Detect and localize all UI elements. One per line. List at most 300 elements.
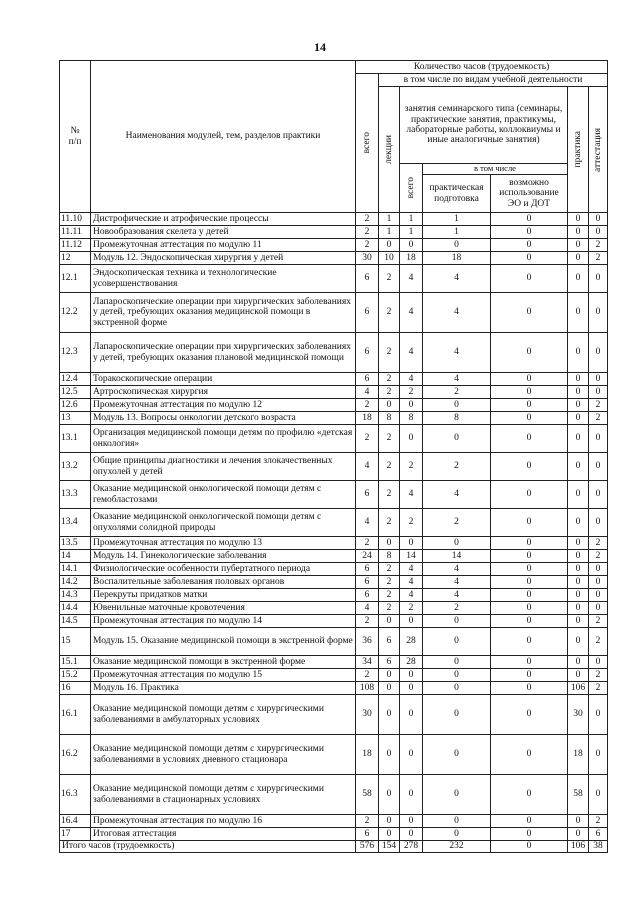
row-value: 6	[356, 563, 379, 576]
row-value: 1	[400, 213, 423, 226]
row-value: 2	[423, 386, 491, 399]
row-value: 0	[589, 213, 608, 226]
table-row	[60, 293, 608, 333]
row-value: 6	[356, 293, 379, 333]
total-value: 106	[568, 841, 589, 853]
row-value: 2	[589, 628, 608, 656]
row-value: 0	[423, 815, 491, 828]
row-value: 4	[400, 481, 423, 509]
row-value: 2	[589, 615, 608, 628]
row-value: 6	[356, 373, 379, 386]
table-row	[60, 373, 608, 386]
row-value: 0	[423, 656, 491, 669]
row-value: 0	[589, 695, 608, 735]
row-value: 0	[568, 669, 589, 682]
row-name: Оказание медицинской помощи детям с хирургическими заболеваниями в условиях дневного стационара	[91, 735, 356, 775]
row-value: 0	[491, 602, 568, 615]
row-name: Оказание медицинской помощи в экстренной форме	[91, 656, 356, 669]
row-value: 0	[568, 563, 589, 576]
row-value: 0	[491, 425, 568, 453]
row-value: 0	[568, 815, 589, 828]
row-number: 14.3	[60, 589, 91, 602]
header-seminar-total: всего	[400, 164, 423, 213]
row-value: 0	[491, 399, 568, 412]
row-name: Эндоскопическая техника и технологические усовершенствования	[91, 265, 356, 293]
row-value: 0	[491, 537, 568, 550]
table-row	[60, 576, 608, 589]
row-value: 2	[356, 399, 379, 412]
row-value: 4	[400, 563, 423, 576]
row-value: 0	[589, 656, 608, 669]
row-value: 2	[423, 453, 491, 481]
row-value: 0	[491, 682, 568, 695]
row-value: 0	[589, 563, 608, 576]
row-value: 0	[379, 615, 400, 628]
row-value: 0	[491, 576, 568, 589]
table-row	[60, 213, 608, 226]
row-value: 0	[491, 815, 568, 828]
row-value: 106	[568, 682, 589, 695]
header-name: Наименования модулей, тем, разделов практики	[91, 61, 356, 213]
row-number: 13	[60, 412, 91, 425]
row-value: 2	[379, 576, 400, 589]
row-value: 0	[423, 615, 491, 628]
total-value: 576	[356, 841, 379, 853]
table-row	[60, 239, 608, 252]
row-value: 0	[589, 373, 608, 386]
row-value: 0	[589, 453, 608, 481]
table-row	[60, 550, 608, 563]
row-value: 0	[568, 265, 589, 293]
total-row	[60, 841, 608, 853]
row-name: Модуль 16. Практика	[91, 682, 356, 695]
row-value: 0	[423, 628, 491, 656]
row-number: 13.1	[60, 425, 91, 453]
row-number: 14.5	[60, 615, 91, 628]
row-value: 28	[400, 656, 423, 669]
row-value: 2	[589, 682, 608, 695]
row-value: 0	[400, 695, 423, 735]
header-lectures: лекции	[379, 87, 400, 213]
row-value: 2	[379, 453, 400, 481]
header-hours: Количество часов (трудоемкость)	[356, 61, 608, 74]
row-value: 0	[568, 399, 589, 412]
row-value: 1	[423, 213, 491, 226]
row-value: 0	[589, 265, 608, 293]
row-name: Артроскопическая хирургия	[91, 386, 356, 399]
header-total: всего	[356, 74, 379, 213]
row-value: 2	[356, 226, 379, 239]
row-value: 0	[491, 386, 568, 399]
row-number: 12.5	[60, 386, 91, 399]
row-number: 16	[60, 682, 91, 695]
table-row	[60, 412, 608, 425]
row-value: 4	[400, 589, 423, 602]
row-value: 4	[423, 481, 491, 509]
row-value: 0	[379, 682, 400, 695]
row-value: 4	[423, 265, 491, 293]
row-value: 28	[400, 628, 423, 656]
row-number: 16.3	[60, 775, 91, 815]
row-value: 0	[423, 695, 491, 735]
row-value: 0	[400, 815, 423, 828]
row-value: 6	[379, 628, 400, 656]
row-value: 0	[589, 602, 608, 615]
total-label: Итого часов (трудоемкость)	[60, 841, 356, 853]
row-value: 0	[568, 226, 589, 239]
row-value: 0	[589, 576, 608, 589]
table-row	[60, 265, 608, 293]
row-value: 0	[491, 252, 568, 265]
row-value: 0	[423, 828, 491, 841]
row-value: 8	[400, 412, 423, 425]
row-value: 0	[568, 412, 589, 425]
table-row	[60, 628, 608, 656]
row-value: 58	[356, 775, 379, 815]
row-value: 1	[423, 226, 491, 239]
row-value: 0	[400, 828, 423, 841]
row-value: 6	[356, 333, 379, 373]
row-value: 2	[423, 509, 491, 537]
row-value: 0	[491, 828, 568, 841]
row-value: 0	[568, 537, 589, 550]
row-number: 16.2	[60, 735, 91, 775]
row-value: 2	[589, 252, 608, 265]
row-value: 0	[491, 226, 568, 239]
row-name: Дистрофические и атрофические процессы	[91, 213, 356, 226]
row-value: 1	[379, 213, 400, 226]
row-number: 14.1	[60, 563, 91, 576]
row-value: 0	[491, 656, 568, 669]
row-value: 0	[568, 373, 589, 386]
row-name: Торакоскопические операции	[91, 373, 356, 386]
row-name: Общие принципы диагностики и лечения злокачественных опухолей у детей	[91, 453, 356, 481]
row-number: 12.3	[60, 333, 91, 373]
row-value: 2	[400, 453, 423, 481]
header-num: № п/п	[60, 61, 91, 213]
row-value: 4	[400, 293, 423, 333]
table-row	[60, 775, 608, 815]
row-value: 0	[589, 293, 608, 333]
table-row	[60, 226, 608, 239]
row-value: 0	[568, 239, 589, 252]
row-number: 12.4	[60, 373, 91, 386]
row-name: Модуль 12. Эндоскопическая хирургия у детей	[91, 252, 356, 265]
row-value: 2	[379, 265, 400, 293]
table-row	[60, 815, 608, 828]
row-number: 16.4	[60, 815, 91, 828]
row-value: 0	[400, 425, 423, 453]
row-name: Модуль 15. Оказание медицинской помощи в экстренной форме	[91, 628, 356, 656]
row-value: 4	[423, 589, 491, 602]
row-value: 0	[400, 615, 423, 628]
row-value: 4	[400, 265, 423, 293]
row-value: 2	[400, 602, 423, 615]
row-value: 0	[491, 550, 568, 563]
row-value: 0	[568, 589, 589, 602]
table-row	[60, 589, 608, 602]
row-value: 0	[400, 669, 423, 682]
header-incl: в том числе	[423, 164, 568, 175]
row-value: 0	[568, 481, 589, 509]
row-value: 18	[400, 252, 423, 265]
row-name: Промежуточная аттестация по модулю 16	[91, 815, 356, 828]
row-value: 108	[356, 682, 379, 695]
table-row	[60, 656, 608, 669]
row-value: 0	[491, 775, 568, 815]
row-value: 0	[379, 669, 400, 682]
row-value: 0	[491, 735, 568, 775]
row-value: 30	[356, 695, 379, 735]
row-value: 0	[400, 682, 423, 695]
table-row	[60, 425, 608, 453]
row-value: 0	[568, 333, 589, 373]
row-value: 0	[491, 481, 568, 509]
row-value: 2	[356, 669, 379, 682]
row-value: 8	[379, 412, 400, 425]
row-value: 0	[568, 509, 589, 537]
row-number: 11.11	[60, 226, 91, 239]
header-attestation: аттестация	[589, 87, 608, 213]
row-value: 6	[356, 589, 379, 602]
row-value: 0	[400, 735, 423, 775]
row-value: 0	[589, 509, 608, 537]
row-value: 0	[589, 735, 608, 775]
row-name: Промежуточная аттестация по модулю 12	[91, 399, 356, 412]
row-number: 12	[60, 252, 91, 265]
row-value: 2	[589, 239, 608, 252]
row-number: 15	[60, 628, 91, 656]
row-value: 2	[589, 399, 608, 412]
row-number: 12.2	[60, 293, 91, 333]
row-value: 2	[400, 386, 423, 399]
row-value: 0	[589, 481, 608, 509]
table-row	[60, 453, 608, 481]
row-name: Модуль 13. Вопросы онкологии детского возраста	[91, 412, 356, 425]
row-number: 13.3	[60, 481, 91, 509]
row-value: 18	[568, 735, 589, 775]
row-value: 58	[568, 775, 589, 815]
row-value: 2	[379, 481, 400, 509]
row-value: 0	[400, 239, 423, 252]
row-value: 0	[491, 293, 568, 333]
total-value: 278	[400, 841, 423, 853]
row-value: 18	[423, 252, 491, 265]
row-number: 14	[60, 550, 91, 563]
table-row	[60, 386, 608, 399]
row-name: Воспалительные заболевания половых органов	[91, 576, 356, 589]
row-value: 0	[491, 615, 568, 628]
row-value: 2	[356, 239, 379, 252]
row-value: 0	[491, 373, 568, 386]
row-value: 36	[356, 628, 379, 656]
row-value: 0	[423, 425, 491, 453]
row-name: Лапароскопические операции при хирургических заболеваниях у детей, требующих оказания медицинской помощи в экстренной форме	[91, 293, 356, 333]
row-value: 0	[491, 333, 568, 373]
header-seminar-type: занятия семинарского типа (семинары, практические занятия, практикумы, лабораторные работы, коллоквиумы и иные аналогичные занятия)	[400, 87, 568, 164]
row-value: 0	[491, 453, 568, 481]
row-number: 14.2	[60, 576, 91, 589]
header-incl-types: в том числе по видам учебной деятельности	[379, 74, 608, 87]
row-value: 8	[423, 412, 491, 425]
table-row	[60, 615, 608, 628]
row-name: Промежуточная аттестация по модулю 14	[91, 615, 356, 628]
row-number: 16.1	[60, 695, 91, 735]
row-value: 0	[423, 735, 491, 775]
table-row	[60, 695, 608, 735]
total-value: 154	[379, 841, 400, 853]
row-name: Новообразования скелета у детей	[91, 226, 356, 239]
row-name: Оказание медицинской онкологической помощи детям с опухолями солидной природы	[91, 509, 356, 537]
row-value: 6	[356, 576, 379, 589]
row-value: 18	[356, 735, 379, 775]
table-row	[60, 669, 608, 682]
row-value: 14	[423, 550, 491, 563]
row-value: 4	[400, 333, 423, 373]
row-value: 0	[491, 412, 568, 425]
row-value: 0	[379, 828, 400, 841]
row-value: 0	[379, 537, 400, 550]
row-value: 0	[491, 628, 568, 656]
row-value: 0	[491, 509, 568, 537]
table-row	[60, 509, 608, 537]
row-name: Промежуточная аттестация по модулю 15	[91, 669, 356, 682]
row-value: 0	[423, 239, 491, 252]
row-value: 24	[356, 550, 379, 563]
row-value: 0	[568, 828, 589, 841]
row-name: Модуль 14. Гинекологические заболевания	[91, 550, 356, 563]
row-value: 2	[379, 333, 400, 373]
row-value: 2	[379, 602, 400, 615]
row-number: 14.4	[60, 602, 91, 615]
row-value: 0	[568, 386, 589, 399]
row-value: 2	[379, 509, 400, 537]
row-value: 0	[589, 226, 608, 239]
header-eo-dot: возможно использование ЭО и ДОТ	[491, 175, 568, 213]
row-name: Перекруты придатков матки	[91, 589, 356, 602]
hours-table	[59, 60, 608, 853]
row-value: 0	[589, 775, 608, 815]
row-value: 0	[491, 265, 568, 293]
row-value: 4	[423, 333, 491, 373]
row-value: 2	[589, 537, 608, 550]
row-value: 6	[356, 481, 379, 509]
row-value: 2	[423, 602, 491, 615]
row-number: 11.12	[60, 239, 91, 252]
row-number: 13.4	[60, 509, 91, 537]
row-value: 18	[356, 412, 379, 425]
row-value: 0	[379, 775, 400, 815]
row-number: 17	[60, 828, 91, 841]
row-value: 30	[356, 252, 379, 265]
row-value: 0	[379, 815, 400, 828]
row-value: 2	[379, 563, 400, 576]
row-value: 2	[400, 509, 423, 537]
row-name: Промежуточная аттестация по модулю 13	[91, 537, 356, 550]
row-value: 0	[423, 399, 491, 412]
row-name: Лапароскопические операции при хирургических заболеваниях у детей, требующих оказания плановой медицинской помощи	[91, 333, 356, 373]
row-number: 12.1	[60, 265, 91, 293]
table-row	[60, 333, 608, 373]
row-value: 0	[423, 669, 491, 682]
row-name: Организация медицинской помощи детям по профилю «детская онкология»	[91, 425, 356, 453]
row-value: 2	[379, 589, 400, 602]
table-row	[60, 481, 608, 509]
table-row	[60, 735, 608, 775]
row-value: 0	[491, 213, 568, 226]
row-value: 2	[356, 425, 379, 453]
row-name: Оказание медицинской помощи детям с хирургическими заболеваниями в стационарных условиях	[91, 775, 356, 815]
row-value: 4	[400, 576, 423, 589]
row-value: 0	[423, 682, 491, 695]
header-practical-prep: практическая подготовка	[423, 175, 491, 213]
row-value: 0	[568, 615, 589, 628]
row-value: 0	[568, 453, 589, 481]
row-value: 0	[589, 386, 608, 399]
row-value: 2	[379, 293, 400, 333]
row-value: 0	[589, 589, 608, 602]
row-value: 6	[379, 656, 400, 669]
page-number: 14	[314, 40, 326, 54]
row-value: 2	[356, 815, 379, 828]
row-value: 0	[491, 589, 568, 602]
row-value: 2	[589, 669, 608, 682]
row-value: 14	[400, 550, 423, 563]
row-value: 0	[568, 628, 589, 656]
row-value: 2	[379, 425, 400, 453]
row-value: 0	[491, 563, 568, 576]
row-value: 2	[356, 213, 379, 226]
row-value: 0	[568, 252, 589, 265]
table-row	[60, 399, 608, 412]
row-value: 0	[568, 425, 589, 453]
row-number: 12.6	[60, 399, 91, 412]
row-value: 2	[589, 815, 608, 828]
row-value: 6	[356, 265, 379, 293]
row-value: 2	[356, 615, 379, 628]
total-value: 38	[589, 841, 608, 853]
row-name: Промежуточная аттестация по модулю 11	[91, 239, 356, 252]
row-value: 0	[379, 239, 400, 252]
row-value: 1	[400, 226, 423, 239]
row-value: 4	[423, 576, 491, 589]
row-value: 0	[568, 656, 589, 669]
row-value: 0	[379, 695, 400, 735]
row-value: 2	[589, 412, 608, 425]
row-value: 0	[400, 537, 423, 550]
table-row	[60, 682, 608, 695]
row-value: 0	[568, 550, 589, 563]
row-value: 30	[568, 695, 589, 735]
row-value: 4	[423, 563, 491, 576]
row-value: 0	[491, 695, 568, 735]
row-value: 0	[379, 399, 400, 412]
row-value: 1	[379, 226, 400, 239]
table-row	[60, 537, 608, 550]
row-value: 0	[568, 602, 589, 615]
row-number: 15.1	[60, 656, 91, 669]
row-value: 0	[379, 735, 400, 775]
row-value: 0	[423, 537, 491, 550]
row-name: Итоговая аттестация	[91, 828, 356, 841]
row-name: Оказание медицинской онкологической помощи детям с гемобластозами	[91, 481, 356, 509]
row-value: 8	[379, 550, 400, 563]
table-row	[60, 563, 608, 576]
total-value: 0	[491, 841, 568, 853]
row-value: 0	[568, 213, 589, 226]
row-value: 0	[568, 576, 589, 589]
row-value: 4	[356, 453, 379, 481]
